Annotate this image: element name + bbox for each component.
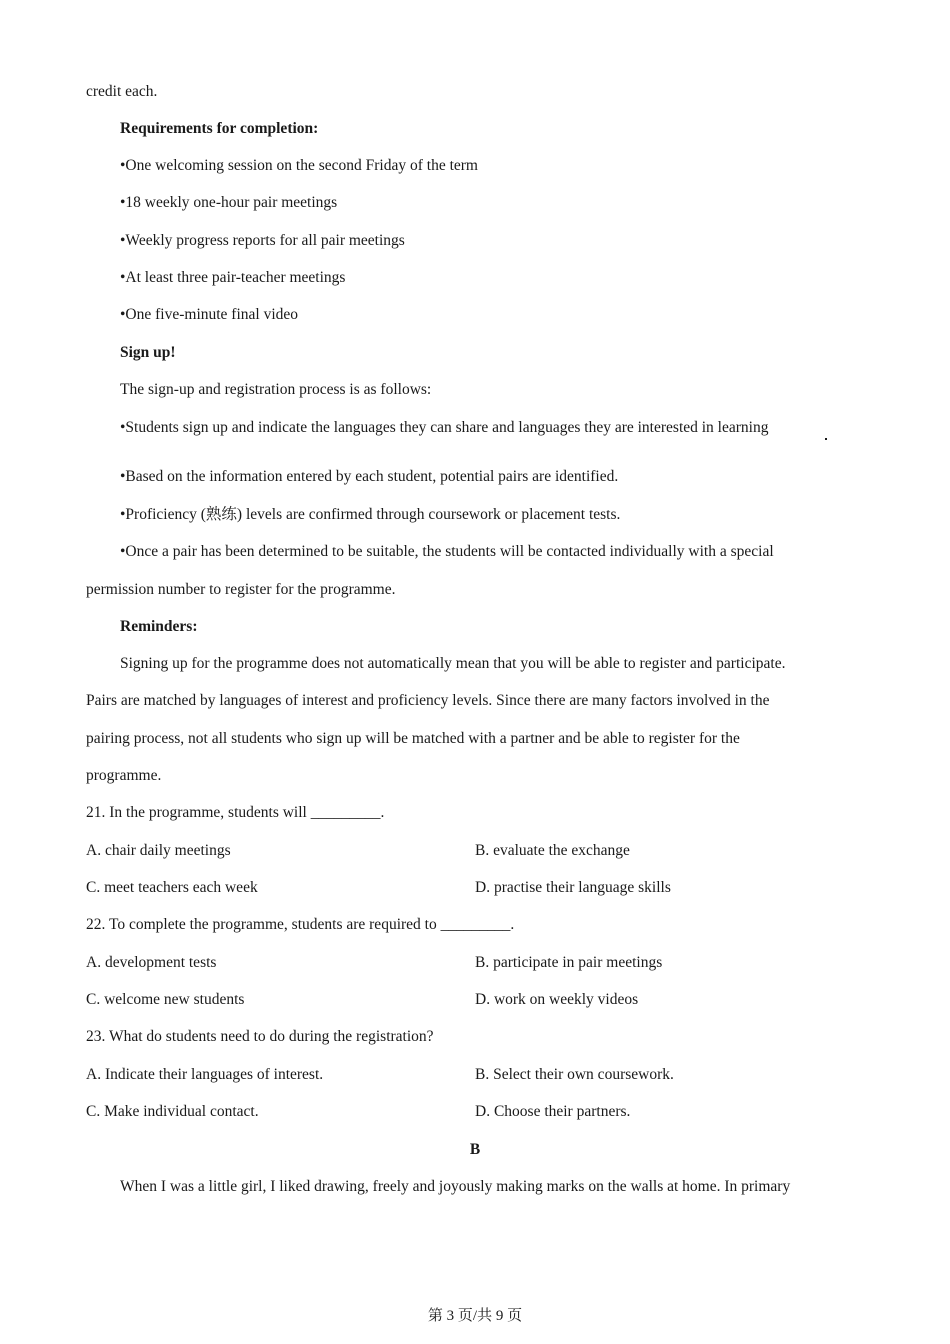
reminders-line: programme. <box>86 767 162 784</box>
requirement-item: •One welcoming session on the second Friday of the term <box>120 157 478 174</box>
question-21-stem: 21. In the programme, students will _________. <box>86 804 385 821</box>
reminders-line: Pairs are matched by languages of interest and proficiency levels. Since there are many factors involved in the <box>86 692 770 709</box>
reminders-line: pairing process, not all students who sign up will be matched with a partner and be able to register for the <box>86 730 740 747</box>
question-22-option-c: C. welcome new students <box>86 991 245 1008</box>
reminders-heading: Reminders: <box>120 618 198 635</box>
intro-tail: credit each. <box>86 83 158 100</box>
requirement-item: •Weekly progress reports for all pair meetings <box>120 232 405 249</box>
question-21-option-a: A. chair daily meetings <box>86 842 231 859</box>
reminders-line: Signing up for the programme does not automatically mean that you will be able to register and participate. <box>120 655 786 672</box>
signup-intro: The sign-up and registration process is as follows: <box>120 381 432 398</box>
page-footer: 第 3 页/共 9 页 <box>427 1308 523 1324</box>
question-23-option-d: D. Choose their partners. <box>475 1103 631 1120</box>
signup-heading: Sign up! <box>120 344 176 361</box>
question-22-stem: 22. To complete the programme, students are required to _________. <box>86 916 515 933</box>
question-23-option-b: B. Select their own coursework. <box>475 1066 674 1083</box>
signup-item: •Students sign up and indicate the languages they can share and languages they are interested in learning <box>120 419 769 436</box>
signup-item: •Once a pair has been determined to be suitable, the students will be contacted individually with a special <box>120 543 774 560</box>
section-b-first-line: When I was a little girl, I liked drawing, freely and joyously making marks on the walls at home. In primary <box>120 1178 791 1195</box>
section-b-label: B <box>469 1141 481 1158</box>
signup-item-continuation: permission number to register for the programme. <box>86 581 396 598</box>
question-22-option-d: D. work on weekly videos <box>475 991 639 1008</box>
requirement-item: •18 weekly one-hour pair meetings <box>120 194 338 211</box>
requirement-item: •One five-minute final video <box>120 306 299 323</box>
question-21-option-b: B. evaluate the exchange <box>475 842 630 859</box>
signup-item: •Proficiency (熟练) levels are confirmed through coursework or placement tests. <box>120 506 621 523</box>
requirements-heading: Requirements for completion: <box>120 120 319 137</box>
signup-item: •Based on the information entered by each student, potential pairs are identified. <box>120 468 619 485</box>
question-21-option-c: C. meet teachers each week <box>86 879 258 896</box>
question-22-option-a: A. development tests <box>86 954 217 971</box>
question-23-option-c: C. Make individual contact. <box>86 1103 259 1120</box>
question-22-option-b: B. participate in pair meetings <box>475 954 663 971</box>
question-23-stem: 23. What do students need to do during the registration? <box>86 1028 434 1045</box>
stray-period-mark <box>825 438 827 440</box>
question-21-option-d: D. practise their language skills <box>475 879 671 896</box>
requirement-item: •At least three pair-teacher meetings <box>120 269 346 286</box>
question-23-option-a: A. Indicate their languages of interest. <box>86 1066 324 1083</box>
